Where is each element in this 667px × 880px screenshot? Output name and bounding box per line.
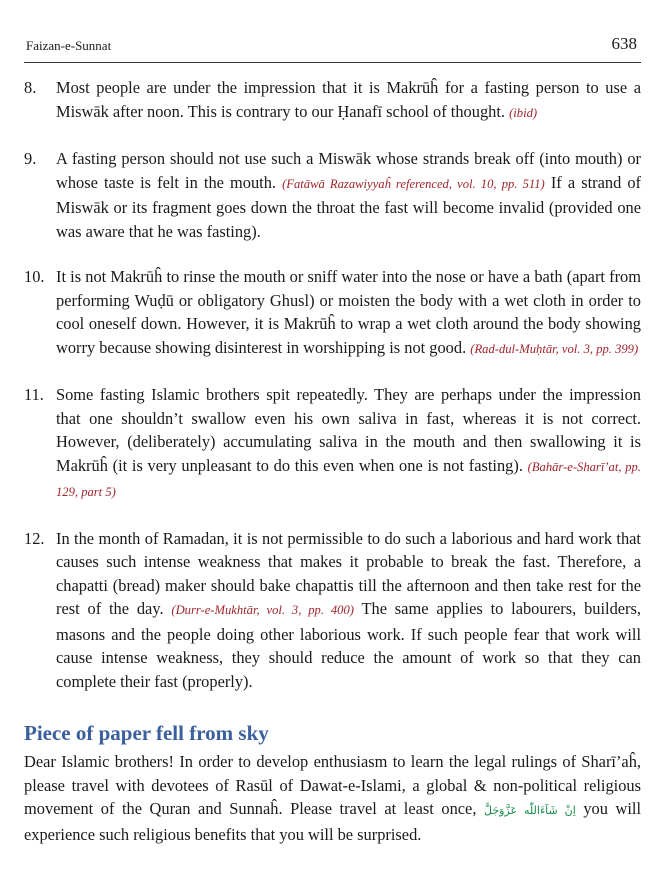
book-title: Faizan-e-Sunnat [26, 38, 112, 53]
section-heading: Piece of paper fell from sky [24, 721, 269, 745]
item-body: A fasting person should not use such a Miswāk whose strands break off (into mouth) or whose taste is felt in the mouth. [56, 149, 641, 192]
paragraph-body-cont: you will experience such religious benefits that you will be surprised. [24, 799, 641, 844]
item-number: 12. [24, 528, 45, 548]
item-number: 11. [24, 385, 44, 404]
item-body: Some fasting Islamic brothers spit repeatedly. They are perhaps under the impression that one shouldn’t swallow even his own saliva in fast, whereas it is not correct. However, (deliberately) accumulating saliva in the mouth and then swallowing it is Makrūĥ (it is very unpleasant to do this even when one is not fasting). [56, 385, 641, 475]
header-divider [24, 62, 641, 63]
list-item [24, 383, 641, 505]
item-body-cont: If a strand of Miswāk or its fragment goes down the throat the fast will become invalid (provided one was aware that he was fasting). [56, 172, 642, 241]
item-text [56, 383, 641, 505]
list-item [24, 265, 641, 361]
item-text [56, 527, 641, 694]
page-header [26, 34, 637, 56]
citation-ref: (Fatāwā Razawiyyaĥ referenced, vol. 10, pp. 511) [282, 176, 545, 191]
arabic-phrase: اِنْ شَآءَاللّٰه عَزَّوَجَلَّ [483, 804, 576, 817]
citation-ref: (Bahār-e-Sharī’at, pp. 129, part 5) [56, 459, 641, 499]
item-number: 10. [24, 267, 45, 286]
page-number: 638 [611, 34, 637, 53]
item-body: Most people are under the impression that it is Makrūĥ for a fasting person to use a Miswāk after noon. This is contrary to our Ḥanafī school of thought. [56, 78, 641, 121]
item-body: It is not Makrūĥ to rinse the mouth or sniff water into the nose or have a bath (apart from performing Wuḍū or obligatory Ghusl) or moisten the body with a wet cloth in order to cool oneself down. However, it is Makrūĥ to wrap a wet cloth around the body showing worry because showing disinterest in worshipping is not good. [56, 267, 641, 357]
page-content [24, 76, 641, 846]
paragraph-body: Dear Islamic brothers! In order to develop enthusiasm to learn the legal rulings of Sharī’aĥ, please travel with devotees of Rasūl of Dawat-e-Islami, a global & non-political religious movement of the Quran and Sunnaĥ. Please travel at least once, [24, 752, 641, 818]
item-number: 8. [24, 78, 37, 97]
item-text [56, 265, 641, 361]
citation-ref: (ibid) [509, 105, 538, 120]
section-paragraph [24, 750, 641, 846]
list-item [24, 147, 641, 243]
item-number: 9. [24, 149, 37, 168]
item-text [56, 76, 641, 125]
item-body-cont: The same applies to labourers, builders, masons and the people doing other laborious work. If such people fear that work will cause intense weakness, they should reduce the amount of work so that they can complete their fast (properly). [56, 599, 641, 691]
citation-ref: (Rad-dul-Muḥtār, vol. 3, pp. 399) [470, 341, 639, 356]
list-item [24, 527, 641, 694]
list-item [24, 76, 641, 125]
citation-ref: (Durr-e-Mukhtār, vol. 3, pp. 400) [171, 603, 354, 617]
item-body: In the month of Ramadan, it is not permissible to do such a laborious and hard work that causes such intense weakness that makes it probable to break the fast. Therefore, a chapatti (bread) maker should bake chapattis till the afternoon and then take rest for the rest of the day. [56, 528, 641, 618]
item-text [56, 147, 641, 243]
